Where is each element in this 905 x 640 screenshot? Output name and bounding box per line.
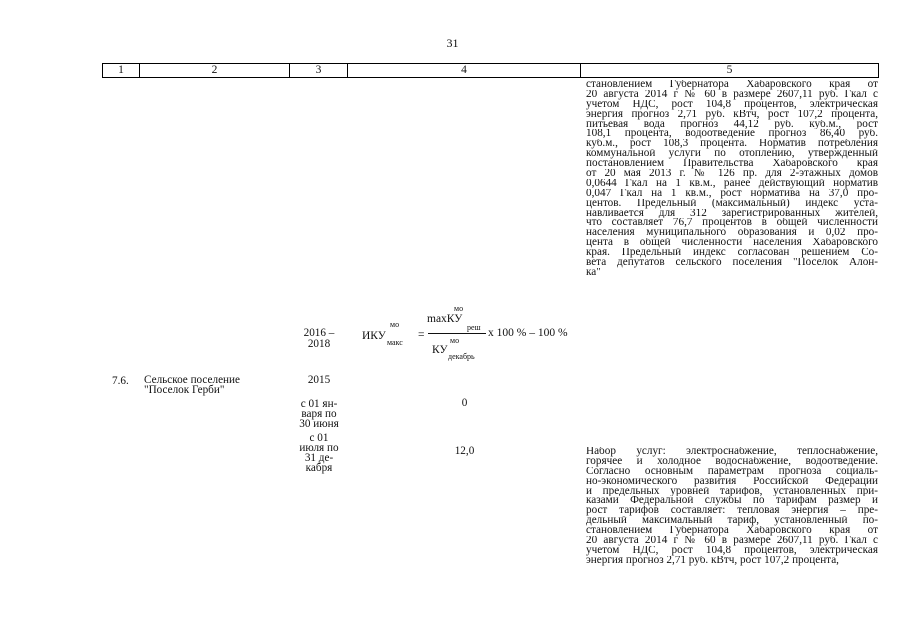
col5-text-line: вета депутатов сельского поселения "Поселок Алон- <box>586 258 878 268</box>
services-text-line: Согласно основным параметрам прогноза социаль- <box>586 466 878 477</box>
col5-text-continued <box>586 80 878 278</box>
period-line: кабря <box>305 462 333 474</box>
col5-text-line: 0,047 Гкал на 1 кв.м., рост норматива на 37,0 про- <box>586 188 878 199</box>
col5-text-line: энергия прогноз 2,71 руб. кВтч, рост 107,2 процента, <box>586 109 878 120</box>
formula-lhs-sub: макс <box>387 338 403 347</box>
formula-lhs: ИКУ <box>362 330 386 342</box>
column-header-3: 3 <box>290 64 348 78</box>
settlement-name-line-1: Сельское поселение <box>144 374 240 386</box>
col5-text-line: учетом НДС, рост 104,8 процентов, электрическая <box>586 99 878 110</box>
col5-text-line: куб.м., рост 108,3 процента. Норматив потребления <box>586 139 878 150</box>
formula-den-sup: мо <box>450 336 460 345</box>
years-line-1: 2016 – <box>303 327 335 339</box>
formula-num-sub: реш <box>467 323 481 332</box>
formula-lhs-sup: мо <box>390 320 400 329</box>
services-text-line: но-экономического развития Российской Федерации <box>586 476 878 487</box>
col5-text-line: навливается для 312 зарегистрированных жителей, <box>586 208 878 219</box>
period-line: 31 де- <box>304 452 334 464</box>
formula-numerator: maxКУ <box>427 313 463 325</box>
period-line: июля по <box>299 442 339 454</box>
years-line-2: 2018 <box>307 338 331 350</box>
col5-text-line: питьевая вода прогноз 44,12 руб. куб.м., рост <box>586 119 878 130</box>
services-text-line: и предельных уровней тарифов, установленных при- <box>586 486 878 497</box>
value-second-half: 12,0 <box>454 445 475 457</box>
period-first-half <box>290 399 348 429</box>
index-formula <box>362 300 582 360</box>
column-header-row <box>102 63 879 78</box>
col5-text-line: становлением Губернатора Хабаровского края от <box>586 80 878 90</box>
period-line: варя по <box>301 408 337 420</box>
col5-text-line: постановлением Правительства Хабаровского края <box>586 159 878 170</box>
column-header-5: 5 <box>581 64 879 78</box>
services-text-line: горячее и холодное водоснабжение, водоотведение. <box>586 456 878 467</box>
settlement-name-line-2: "Поселок Герби" <box>144 384 225 396</box>
year-2015: 2015 <box>307 374 331 386</box>
col5-text-line: 108,1 процента, водоотведение прогноз 86,40 руб. <box>586 129 878 140</box>
formula-num-sup: мо <box>454 304 464 313</box>
col5-text-line: коммунальной услуги по отоплению, утвержденный <box>586 149 878 160</box>
page-number: 31 <box>446 36 459 50</box>
formula-den-sub: декабрь <box>448 352 475 361</box>
value-first-half: 0 <box>461 397 468 409</box>
period-line: 30 июня <box>299 418 339 430</box>
services-text-line: рост тарифов составляет: тепловая энергия – пре- <box>586 506 878 517</box>
services-text-line: учетом НДС, рост 104,8 процентов, электрическая <box>586 545 878 556</box>
services-text-line: становлением Губернатора Хабаровского края от <box>586 526 878 537</box>
col5-text-line: 0,0644 Гкал на 1 кв.м., ранее действующий норматив <box>586 178 878 189</box>
formula-fraction-bar <box>428 333 486 334</box>
services-text-line: дельный максимальный тариф, установленный по- <box>586 516 878 527</box>
col5-text-line: края. Предельный индекс согласован решением Со- <box>586 248 878 259</box>
col5-text-line: центов. Предельный (максимальный) индекс уста- <box>586 198 878 209</box>
services-text-line: энергия прогноз 2,71 руб. кВтч, рост 107,2 процента, <box>586 555 839 566</box>
col5-text-line: ка" <box>586 267 601 278</box>
settlement-name <box>144 375 294 395</box>
period-line: с 01 ян- <box>300 398 338 410</box>
row-number: 7.6. <box>112 375 129 387</box>
col5-text-line: от 20 мая 2013 г. № 126 пр. для 2-этажных домов <box>586 169 878 179</box>
col5-services-text <box>586 447 878 566</box>
years-2016-2018 <box>290 328 348 349</box>
period-line: с 01 <box>309 432 329 444</box>
column-header-1: 1 <box>103 64 140 78</box>
column-header-2: 2 <box>140 64 290 78</box>
services-text-line: казами Федеральной службы по тарифам размер и <box>586 496 878 507</box>
services-text-line: Набор услуг: электроснабжение, теплоснабжение, <box>586 447 878 457</box>
formula-denominator: КУ <box>432 344 448 356</box>
col5-text-line: цента в общей численности населения Хабаровского <box>586 238 878 249</box>
services-text-line: 20 августа 2014 г № 60 в размере 2607,11 руб. Гкал с <box>586 536 878 546</box>
formula-tail: x 100 % – 100 % <box>488 327 568 339</box>
period-second-half <box>290 433 348 473</box>
col5-text-line: населения муниципального образования и 0,02 про- <box>586 228 878 239</box>
col5-text-line: 20 августа 2014 г № 60 в размере 2607,11 руб. Гкал с <box>586 89 878 100</box>
col5-text-line: что составляет 76,7 процентов в общей численности <box>586 218 878 229</box>
formula-equals: = <box>418 329 425 341</box>
column-header-4: 4 <box>348 64 581 78</box>
